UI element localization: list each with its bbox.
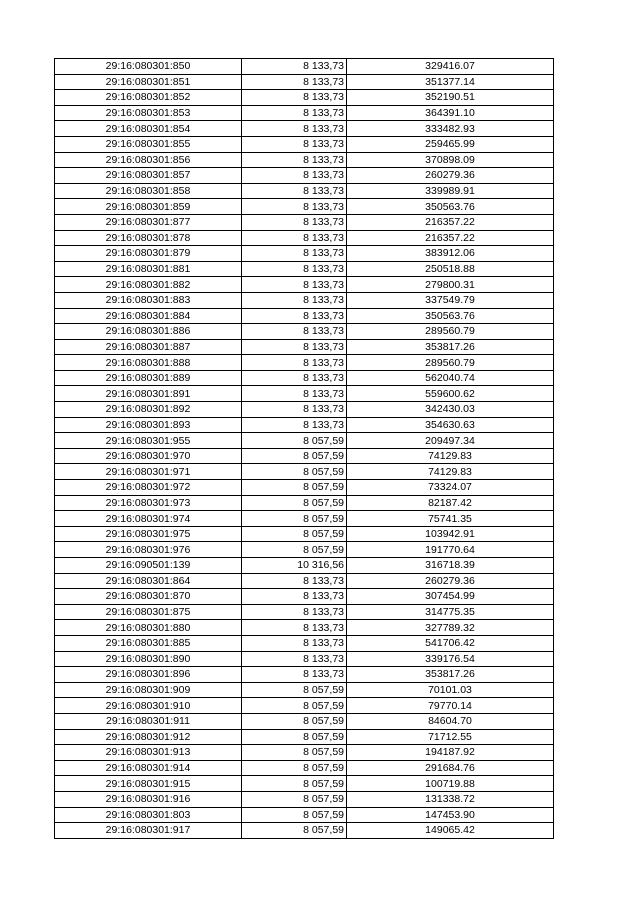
table-row bbox=[55, 74, 554, 90]
value-cell: 82187.42 bbox=[347, 495, 554, 511]
cadastral-number-cell: 29:16:080301:890 bbox=[55, 651, 242, 667]
cadastral-number-cell: 29:16:080301:882 bbox=[55, 277, 242, 293]
cadastral-number-cell: 29:16:080301:913 bbox=[55, 745, 242, 761]
cadastral-number-cell: 29:16:080301:856 bbox=[55, 152, 242, 168]
cadastral-number-cell: 29:16:080301:881 bbox=[55, 261, 242, 277]
area-cell: 8 057,59 bbox=[242, 495, 347, 511]
cadastral-number-cell: 29:16:080301:859 bbox=[55, 199, 242, 215]
area-cell: 8 133,73 bbox=[242, 183, 347, 199]
table-row bbox=[55, 558, 554, 574]
area-cell: 8 057,59 bbox=[242, 760, 347, 776]
table-row bbox=[55, 480, 554, 496]
cadastral-number-cell: 29:16:080301:891 bbox=[55, 386, 242, 402]
area-cell: 8 133,73 bbox=[242, 214, 347, 230]
value-cell: 103942.91 bbox=[347, 526, 554, 542]
table-row bbox=[55, 370, 554, 386]
value-cell: 74129.83 bbox=[347, 448, 554, 464]
cadastral-number-cell: 29:16:080301:975 bbox=[55, 526, 242, 542]
value-cell: 131338.72 bbox=[347, 791, 554, 807]
area-cell: 8 133,73 bbox=[242, 324, 347, 340]
table-row bbox=[55, 433, 554, 449]
value-cell: 289560.79 bbox=[347, 324, 554, 340]
cadastral-number-cell: 29:16:080301:857 bbox=[55, 168, 242, 184]
value-cell: 74129.83 bbox=[347, 464, 554, 480]
value-cell: 316718.39 bbox=[347, 558, 554, 574]
cadastral-number-cell: 29:16:080301:878 bbox=[55, 230, 242, 246]
cadastral-number-cell: 29:16:080301:915 bbox=[55, 776, 242, 792]
area-cell: 8 133,73 bbox=[242, 59, 347, 75]
table-row bbox=[55, 199, 554, 215]
cadastral-number-cell: 29:16:080301:955 bbox=[55, 433, 242, 449]
area-cell: 8 057,59 bbox=[242, 480, 347, 496]
cadastral-number-cell: 29:16:080301:883 bbox=[55, 292, 242, 308]
value-cell: 260279.36 bbox=[347, 573, 554, 589]
area-cell: 8 133,73 bbox=[242, 152, 347, 168]
value-cell: 383912.06 bbox=[347, 246, 554, 262]
value-cell: 291684.76 bbox=[347, 760, 554, 776]
area-cell: 8 133,73 bbox=[242, 90, 347, 106]
value-cell: 351377.14 bbox=[347, 74, 554, 90]
table-row bbox=[55, 495, 554, 511]
cadastral-number-cell: 29:16:080301:896 bbox=[55, 667, 242, 683]
table-row bbox=[55, 308, 554, 324]
area-cell: 8 133,73 bbox=[242, 105, 347, 121]
cadastral-number-cell: 29:16:080301:850 bbox=[55, 59, 242, 75]
table-row bbox=[55, 324, 554, 340]
value-cell: 370898.09 bbox=[347, 152, 554, 168]
cadastral-number-cell: 29:16:080301:893 bbox=[55, 417, 242, 433]
cadastral-number-cell: 29:16:080301:912 bbox=[55, 729, 242, 745]
area-cell: 8 133,73 bbox=[242, 230, 347, 246]
area-cell: 8 133,73 bbox=[242, 370, 347, 386]
table-row bbox=[55, 729, 554, 745]
value-cell: 350563.76 bbox=[347, 199, 554, 215]
value-cell: 562040.74 bbox=[347, 370, 554, 386]
value-cell: 327789.32 bbox=[347, 620, 554, 636]
value-cell: 352190.51 bbox=[347, 90, 554, 106]
value-cell: 559600.62 bbox=[347, 386, 554, 402]
area-cell: 8 057,59 bbox=[242, 729, 347, 745]
table-row bbox=[55, 713, 554, 729]
cadastral-number-cell: 29:16:080301:910 bbox=[55, 698, 242, 714]
area-cell: 8 057,59 bbox=[242, 776, 347, 792]
value-cell: 353817.26 bbox=[347, 667, 554, 683]
value-cell: 289560.79 bbox=[347, 355, 554, 371]
area-cell: 8 133,73 bbox=[242, 136, 347, 152]
table-row bbox=[55, 277, 554, 293]
area-cell: 8 057,59 bbox=[242, 526, 347, 542]
value-cell: 541706.42 bbox=[347, 635, 554, 651]
area-cell: 8 133,73 bbox=[242, 573, 347, 589]
table-row bbox=[55, 448, 554, 464]
table-row bbox=[55, 635, 554, 651]
area-cell: 8 133,73 bbox=[242, 339, 347, 355]
table-row bbox=[55, 90, 554, 106]
area-cell: 8 057,59 bbox=[242, 448, 347, 464]
table-row bbox=[55, 246, 554, 262]
area-cell: 8 133,73 bbox=[242, 355, 347, 371]
area-cell: 8 057,59 bbox=[242, 823, 347, 839]
table-row bbox=[55, 168, 554, 184]
cadastral-number-cell: 29:16:080301:870 bbox=[55, 589, 242, 605]
value-cell: 342430.03 bbox=[347, 402, 554, 418]
cadastral-number-cell: 29:16:080301:892 bbox=[55, 402, 242, 418]
table-row bbox=[55, 402, 554, 418]
table-row bbox=[55, 417, 554, 433]
table-row bbox=[55, 152, 554, 168]
table-row bbox=[55, 823, 554, 839]
value-cell: 79770.14 bbox=[347, 698, 554, 714]
table-row bbox=[55, 292, 554, 308]
value-cell: 329416.07 bbox=[347, 59, 554, 75]
area-cell: 10 316,56 bbox=[242, 558, 347, 574]
cadastral-number-cell: 29:16:080301:875 bbox=[55, 604, 242, 620]
value-cell: 147453.90 bbox=[347, 807, 554, 823]
cadastral-number-cell: 29:16:080301:864 bbox=[55, 573, 242, 589]
table-row bbox=[55, 589, 554, 605]
table-row bbox=[55, 604, 554, 620]
value-cell: 279800.31 bbox=[347, 277, 554, 293]
value-cell: 354630.63 bbox=[347, 417, 554, 433]
cadastral-number-cell: 29:16:080301:853 bbox=[55, 105, 242, 121]
area-cell: 8 133,73 bbox=[242, 199, 347, 215]
area-cell: 8 057,59 bbox=[242, 542, 347, 558]
cadastral-number-cell: 29:16:080301:854 bbox=[55, 121, 242, 137]
table-row bbox=[55, 620, 554, 636]
value-cell: 350563.76 bbox=[347, 308, 554, 324]
area-cell: 8 133,73 bbox=[242, 386, 347, 402]
cadastral-number-cell: 29:16:080301:887 bbox=[55, 339, 242, 355]
cadastral-number-cell: 29:16:080301:911 bbox=[55, 713, 242, 729]
table-row bbox=[55, 464, 554, 480]
table-row bbox=[55, 59, 554, 75]
area-cell: 8 057,59 bbox=[242, 464, 347, 480]
value-cell: 149065.42 bbox=[347, 823, 554, 839]
area-cell: 8 133,73 bbox=[242, 635, 347, 651]
cadastral-number-cell: 29:16:080301:851 bbox=[55, 74, 242, 90]
cadastral-number-cell: 29:16:080301:914 bbox=[55, 760, 242, 776]
cadastral-number-cell: 29:16:080301:880 bbox=[55, 620, 242, 636]
value-cell: 333482.93 bbox=[347, 121, 554, 137]
cadastral-number-cell: 29:16:080301:888 bbox=[55, 355, 242, 371]
cadastral-number-cell: 29:16:080301:885 bbox=[55, 635, 242, 651]
value-cell: 250518.88 bbox=[347, 261, 554, 277]
value-cell: 353817.26 bbox=[347, 339, 554, 355]
area-cell: 8 057,59 bbox=[242, 791, 347, 807]
value-cell: 209497.34 bbox=[347, 433, 554, 449]
cadastral-number-cell: 29:16:080301:877 bbox=[55, 214, 242, 230]
table-row bbox=[55, 136, 554, 152]
value-cell: 216357.22 bbox=[347, 230, 554, 246]
area-cell: 8 133,73 bbox=[242, 277, 347, 293]
cadastral-number-cell: 29:16:080301:909 bbox=[55, 682, 242, 698]
area-cell: 8 133,73 bbox=[242, 261, 347, 277]
table-row bbox=[55, 698, 554, 714]
table-row bbox=[55, 667, 554, 683]
table-row bbox=[55, 573, 554, 589]
value-cell: 73324.07 bbox=[347, 480, 554, 496]
cadastral-number-cell: 29:16:080301:916 bbox=[55, 791, 242, 807]
table-row bbox=[55, 745, 554, 761]
cadastral-number-cell: 29:16:080301:971 bbox=[55, 464, 242, 480]
area-cell: 8 057,59 bbox=[242, 745, 347, 761]
value-cell: 194187.92 bbox=[347, 745, 554, 761]
cadastral-number-cell: 29:16:080301:855 bbox=[55, 136, 242, 152]
value-cell: 314775.35 bbox=[347, 604, 554, 620]
area-cell: 8 057,59 bbox=[242, 698, 347, 714]
cadastral-number-cell: 29:16:080301:889 bbox=[55, 370, 242, 386]
value-cell: 71712.55 bbox=[347, 729, 554, 745]
value-cell: 100719.88 bbox=[347, 776, 554, 792]
area-cell: 8 133,73 bbox=[242, 402, 347, 418]
cadastral-number-cell: 29:16:080301:976 bbox=[55, 542, 242, 558]
value-cell: 339176.54 bbox=[347, 651, 554, 667]
table-row bbox=[55, 682, 554, 698]
area-cell: 8 133,73 bbox=[242, 121, 347, 137]
cadastral-number-cell: 29:16:080301:973 bbox=[55, 495, 242, 511]
table-row bbox=[55, 760, 554, 776]
cadastral-number-cell: 29:16:080301:970 bbox=[55, 448, 242, 464]
data-table bbox=[54, 58, 554, 839]
area-cell: 8 133,73 bbox=[242, 292, 347, 308]
value-cell: 260279.36 bbox=[347, 168, 554, 184]
value-cell: 339989.91 bbox=[347, 183, 554, 199]
table-row bbox=[55, 339, 554, 355]
area-cell: 8 133,73 bbox=[242, 417, 347, 433]
cadastral-number-cell: 29:16:090501:139 bbox=[55, 558, 242, 574]
area-cell: 8 057,59 bbox=[242, 713, 347, 729]
area-cell: 8 133,73 bbox=[242, 246, 347, 262]
area-cell: 8 057,59 bbox=[242, 682, 347, 698]
area-cell: 8 057,59 bbox=[242, 433, 347, 449]
table-row bbox=[55, 261, 554, 277]
table-row bbox=[55, 791, 554, 807]
area-cell: 8 133,73 bbox=[242, 308, 347, 324]
area-cell: 8 133,73 bbox=[242, 604, 347, 620]
table-row bbox=[55, 651, 554, 667]
cadastral-number-cell: 29:16:080301:974 bbox=[55, 511, 242, 527]
table-row bbox=[55, 230, 554, 246]
value-cell: 216357.22 bbox=[347, 214, 554, 230]
value-cell: 259465.99 bbox=[347, 136, 554, 152]
table-row bbox=[55, 105, 554, 121]
cadastral-number-cell: 29:16:080301:858 bbox=[55, 183, 242, 199]
cadastral-number-cell: 29:16:080301:972 bbox=[55, 480, 242, 496]
table-row bbox=[55, 355, 554, 371]
area-cell: 8 133,73 bbox=[242, 168, 347, 184]
cadastral-number-cell: 29:16:080301:852 bbox=[55, 90, 242, 106]
table-row bbox=[55, 542, 554, 558]
value-cell: 75741.35 bbox=[347, 511, 554, 527]
value-cell: 70101.03 bbox=[347, 682, 554, 698]
table-row bbox=[55, 121, 554, 137]
cadastral-number-cell: 29:16:080301:886 bbox=[55, 324, 242, 340]
cadastral-number-cell: 29:16:080301:884 bbox=[55, 308, 242, 324]
area-cell: 8 133,73 bbox=[242, 74, 347, 90]
table-body bbox=[55, 59, 554, 839]
value-cell: 337549.79 bbox=[347, 292, 554, 308]
table-row bbox=[55, 183, 554, 199]
table-row bbox=[55, 526, 554, 542]
area-cell: 8 133,73 bbox=[242, 589, 347, 605]
table-row bbox=[55, 386, 554, 402]
value-cell: 191770.64 bbox=[347, 542, 554, 558]
cadastral-number-cell: 29:16:080301:917 bbox=[55, 823, 242, 839]
area-cell: 8 133,73 bbox=[242, 620, 347, 636]
area-cell: 8 057,59 bbox=[242, 807, 347, 823]
table-row bbox=[55, 511, 554, 527]
value-cell: 84604.70 bbox=[347, 713, 554, 729]
area-cell: 8 133,73 bbox=[242, 651, 347, 667]
table-row bbox=[55, 214, 554, 230]
value-cell: 307454.99 bbox=[347, 589, 554, 605]
value-cell: 364391.10 bbox=[347, 105, 554, 121]
table-row bbox=[55, 807, 554, 823]
cadastral-number-cell: 29:16:080301:879 bbox=[55, 246, 242, 262]
table-row bbox=[55, 776, 554, 792]
area-cell: 8 133,73 bbox=[242, 667, 347, 683]
area-cell: 8 057,59 bbox=[242, 511, 347, 527]
cadastral-number-cell: 29:16:080301:803 bbox=[55, 807, 242, 823]
